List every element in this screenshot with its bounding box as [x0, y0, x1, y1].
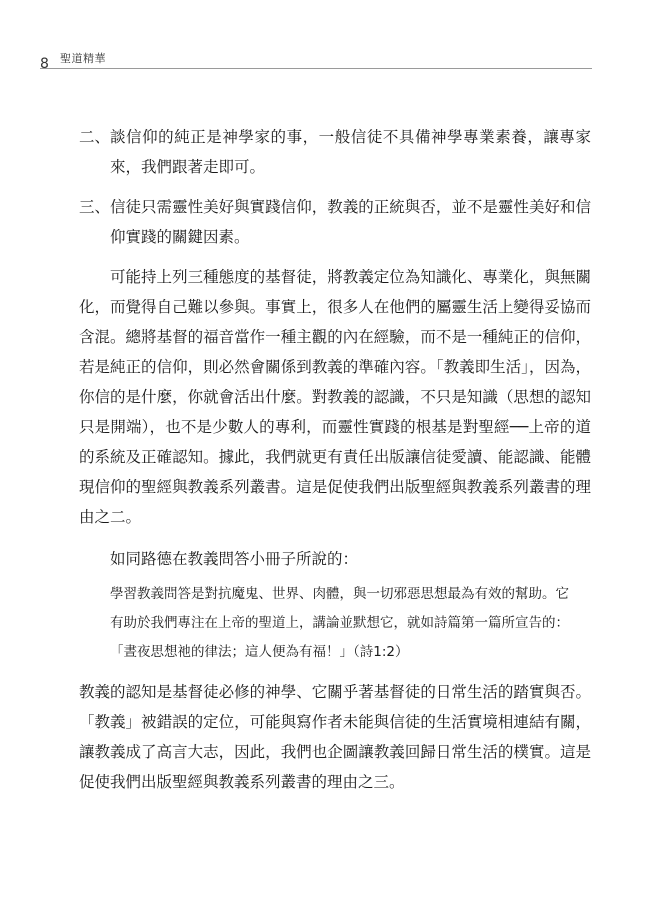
- running-title: 聖道精華: [60, 52, 106, 65]
- list-item-text: 談信仰的純正是神學家的事，一般信徒不具備神學專業素養，讓專家來，我們跟著走即可。: [110, 128, 591, 176]
- page-header: [40, 50, 592, 72]
- list-item-text: 信徒只需靈性美好與實踐信仰，教義的正統與否，並不是靈性美好和信仰實踐的關鍵因素。: [110, 198, 591, 246]
- quote-intro: 如同路德在教義問答小冊子所說的：: [110, 550, 359, 568]
- page-body: [79, 122, 591, 797]
- list-item: [79, 122, 591, 182]
- list-marker: 二、: [79, 128, 111, 146]
- body-paragraph: 教義的認知是基督徒必修的神學、它關乎著基督徒的日常生活的踏實與否。「教義」被錯誤的定位，可能與寫作者未能與信徒的生活實境相連結有關，讓教義成了高言大志，因此，我們也企圖讓教義回歸日常生活的樸實。這是促使我們出版聖經與教義系列叢書的理由之三。: [79, 683, 591, 791]
- body-paragraph: 可能持上列三種態度的基督徒，將教義定位為知識化、專業化，與無關化，而覺得自己難以參與。事實上，很多人在他們的屬靈生活上變得妥協而含混。總將基督的福音當作一種主觀的內在經驗，而不是一種純正的信仰，若是純正的信仰，則必然會關係到教義的準確內容。「教義即生活」，因為，你信的是什麼，你就會活出什麼。對教義的認識，不只是知識（思想的認知只是開端），也不是少數人的專利，而靈性實踐的根基是對聖經──上帝的道的系統及正確認知。據此，我們就更有責任出版讓信徒愛讀、能認識、能體現信仰的聖經與教義系列叢書。這是促使我們出版聖經與教義系列叢書的理由之二。: [79, 268, 591, 526]
- list-marker: 三、: [79, 198, 111, 216]
- page-number: 8: [40, 56, 49, 72]
- block-quote: 學習教義問答是對抗魔鬼、世界、肉體，與一切邪惡思想最為有效的幫助。它有助於我們專注在上帝的聖道上，講論並默想它，就如詩篇第一篇所宣告的：「晝夜思想祂的律法；這人便為有福！」（詩1:2）: [110, 586, 569, 660]
- list-item: [79, 192, 591, 252]
